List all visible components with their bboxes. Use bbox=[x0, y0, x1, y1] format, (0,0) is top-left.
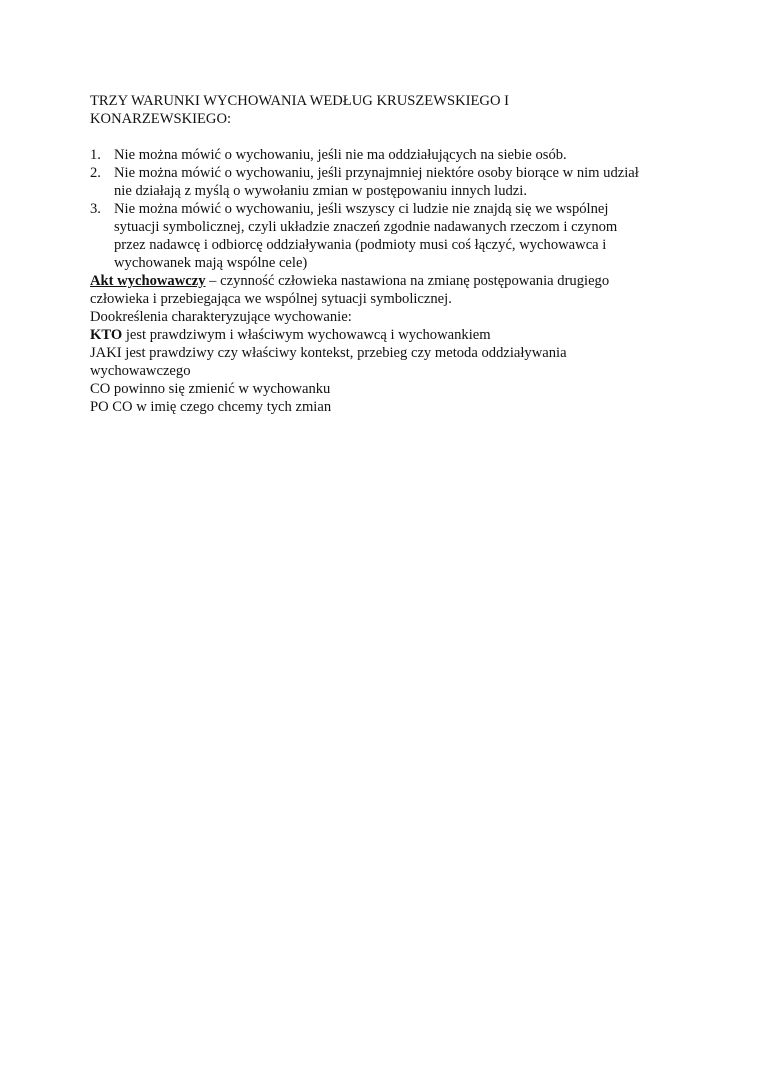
determinant-kto bbox=[90, 326, 680, 344]
act-definition-text: – czynność człowieka nastawiona na zmianę postępowania drugiego bbox=[205, 273, 610, 289]
list-item bbox=[90, 146, 680, 164]
list-item-number: 3. bbox=[90, 201, 101, 217]
conditions-list bbox=[90, 146, 680, 272]
title-line-2: KONARZEWSKIEGO: bbox=[90, 111, 232, 127]
determinant-key: KTO bbox=[90, 327, 123, 343]
act-definition-continuation: człowieka i przebiegająca we wspólnej sytuacji symbolicznej. bbox=[90, 291, 452, 307]
act-term: Akt wychowawczy bbox=[90, 273, 206, 289]
determinants-heading: Dookreślenia charakteryzujące wychowanie: bbox=[90, 309, 352, 325]
list-item-text: nie działają z myślą o wywołaniu zmian w postępowaniu innych ludzi. bbox=[114, 183, 527, 199]
list-item-number: 1. bbox=[90, 147, 101, 163]
title-line-1: TRZY WARUNKI WYCHOWANIA WEDŁUG KRUSZEWSKIEGO I bbox=[90, 93, 509, 109]
list-item bbox=[90, 200, 680, 272]
list-item-text: przez nadawcę i odbiorcę oddziaływania (podmioty musi coś łączyć, wychowawca i bbox=[114, 237, 607, 253]
document-content bbox=[90, 92, 680, 416]
list-item-text: sytuacji symbolicznej, czyli układzie znaczeń zgodnie nadawanych rzeczom i czynom bbox=[114, 219, 618, 235]
determinant-jaki: JAKI jest prawdziwy czy właściwy kontekst, przebieg czy metoda oddziaływania bbox=[90, 345, 567, 361]
list-item-text: Nie można mówić o wychowaniu, jeśli nie ma oddziałujących na siebie osób. bbox=[114, 147, 567, 163]
blank-line bbox=[90, 128, 680, 146]
determinant-jaki-continuation: wychowawczego bbox=[90, 363, 191, 379]
list-item-text: Nie można mówić o wychowaniu, jeśli przynajmniej niektóre osoby biorące w nim udział bbox=[114, 165, 639, 181]
list-item-text: Nie można mówić o wychowaniu, jeśli wszyscy ci ludzie nie znajdą się we wspólnej bbox=[114, 201, 609, 217]
determinant-co: CO powinno się zmienić w wychowanku bbox=[90, 381, 331, 397]
determinant-po-co: PO CO w imię czego chcemy tych zmian bbox=[90, 399, 332, 415]
determinant-text: jest prawdziwym i właściwym wychowawcą i wychowankiem bbox=[122, 327, 491, 343]
act-definition bbox=[90, 272, 680, 290]
list-item-text: wychowanek mają wspólne cele) bbox=[114, 255, 308, 271]
list-item-number: 2. bbox=[90, 165, 101, 181]
list-item bbox=[90, 164, 680, 200]
document-title bbox=[90, 92, 680, 128]
